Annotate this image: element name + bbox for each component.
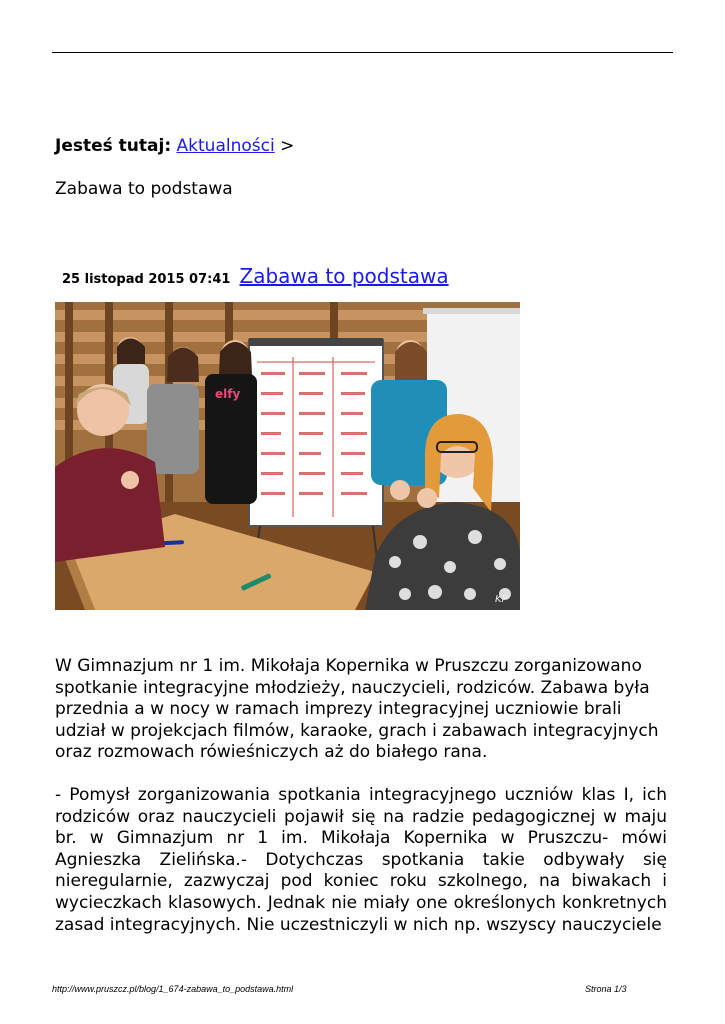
breadcrumb-link-aktualnosci[interactable]: Aktualności [176, 136, 275, 156]
photo-illustration [55, 302, 520, 610]
footer-url: http://www.pruszcz.pl/blog/1_674-zabawa_to_podstawa.html [52, 984, 294, 994]
article-meta [62, 264, 449, 288]
article-paragraph-2: - Pomysł zorganizowania spotkania integracyjnego uczniów klas I, ich rodziców oraz nauczycieli pojawił się na radzie pedagogicznej w maju br. w Gimnazjum nr 1 im. Mikołaja Kopernika w Pruszczu- mówi Agnieszka Zielińska.- Dotychczas spotkania takie odbywały się nieregularnie, zazwyczaj pod koniec roku szkolnego, na biwakach i wycieczkach klasowych. Jednak nie miały one określonych konkretnych zasad integracyjnych. Nie uczestniczyli w nich np. wszyscy nauczyciele [55, 785, 667, 935]
footer-page-number: Strona 1/3 [585, 984, 627, 994]
page-title: Zabawa to podstawa [55, 179, 233, 199]
article-paragraph-1: W Gimnazjum nr 1 im. Mikołaja Kopernika w Pruszczu zorganizowano spotkanie integracyjne młodzieży, nauczycieli, rodziców. Zabawa była przednia a w nocy w ramach imprezy integracyjnej uczniowie brali udział w projekcjach filmów, karaoke, grach i zabawach integracyjnych oraz rozmowach rówieśniczych aż do białego rana. [55, 656, 659, 763]
shirt-print: elfy [215, 387, 241, 401]
breadcrumb-separator: > [280, 136, 295, 156]
article-photo [55, 302, 520, 610]
article-date: 25 listopad 2015 07:41 [62, 272, 231, 287]
breadcrumb-label: Jesteś tutaj: [55, 136, 172, 156]
header-rule [52, 52, 673, 53]
photo-watermark: KP [495, 594, 508, 605]
breadcrumb [55, 136, 294, 156]
article-title-link[interactable]: Zabawa to podstawa [239, 264, 449, 288]
